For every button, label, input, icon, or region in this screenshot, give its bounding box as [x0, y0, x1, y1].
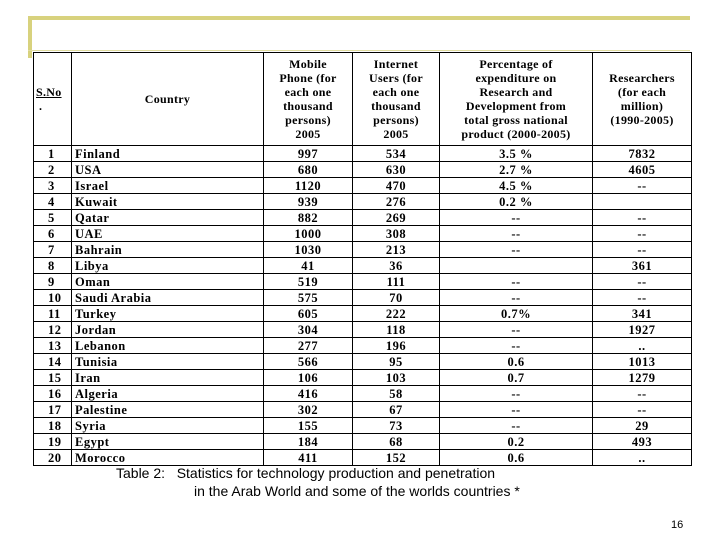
cell-country: Turkey [72, 306, 264, 322]
table-row [34, 274, 692, 290]
cell-sno: 4 [34, 194, 72, 210]
cell-rd: 0.6 [440, 354, 593, 370]
table-body [34, 146, 692, 466]
cell-researchers: .. [593, 338, 692, 354]
table-row [34, 322, 692, 338]
cell-researchers: 4605 [593, 162, 692, 178]
table-row [34, 162, 692, 178]
cell-researchers [593, 194, 692, 210]
cell-sno: 15 [34, 370, 72, 386]
cell-rd: -- [440, 402, 593, 418]
cell-mobile: 1000 [264, 226, 353, 242]
cell-researchers: -- [593, 274, 692, 290]
cell-country: Kuwait [72, 194, 264, 210]
cell-sno: 8 [34, 258, 72, 274]
cell-mobile: 41 [264, 258, 353, 274]
table-row [34, 242, 692, 258]
caption-line-1: Table 2: Statistics for technology production and penetration [116, 465, 496, 481]
cell-mobile: 106 [264, 370, 353, 386]
cell-researchers: -- [593, 210, 692, 226]
cell-sno: 13 [34, 338, 72, 354]
cell-rd: -- [440, 386, 593, 402]
cell-sno: 7 [34, 242, 72, 258]
cell-mobile: 1030 [264, 242, 353, 258]
cell-sno: 2 [34, 162, 72, 178]
table-row [34, 354, 692, 370]
table-row [34, 226, 692, 242]
cell-country: Algeria [72, 386, 264, 402]
cell-rd: 3.5 % [440, 146, 593, 162]
cell-rd: 4.5 % [440, 178, 593, 194]
cell-internet: 152 [353, 450, 440, 466]
cell-researchers: 341 [593, 306, 692, 322]
cell-internet: 111 [353, 274, 440, 290]
cell-researchers: -- [593, 290, 692, 306]
cell-rd: -- [440, 322, 593, 338]
table-row [34, 418, 692, 434]
header-country: Country [72, 53, 264, 146]
cell-researchers: 1927 [593, 322, 692, 338]
table-row [34, 434, 692, 450]
cell-sno: 5 [34, 210, 72, 226]
cell-mobile: 997 [264, 146, 353, 162]
cell-rd: -- [440, 290, 593, 306]
decorative-left-bar [28, 16, 32, 58]
cell-mobile: 277 [264, 338, 353, 354]
cell-internet: 276 [353, 194, 440, 210]
cell-internet: 534 [353, 146, 440, 162]
table-header-row [34, 53, 692, 146]
cell-sno: 17 [34, 402, 72, 418]
cell-country: Jordan [72, 322, 264, 338]
cell-mobile: 939 [264, 194, 353, 210]
cell-researchers: .. [593, 450, 692, 466]
cell-internet: 213 [353, 242, 440, 258]
cell-sno: 1 [34, 146, 72, 162]
cell-sno: 18 [34, 418, 72, 434]
cell-internet: 58 [353, 386, 440, 402]
cell-country: Libya [72, 258, 264, 274]
cell-mobile: 575 [264, 290, 353, 306]
cell-internet: 196 [353, 338, 440, 354]
cell-mobile: 411 [264, 450, 353, 466]
table-row [34, 210, 692, 226]
cell-researchers: -- [593, 242, 692, 258]
cell-mobile: 155 [264, 418, 353, 434]
cell-country: Iran [72, 370, 264, 386]
cell-country: Morocco [72, 450, 264, 466]
decorative-top-bar [28, 16, 690, 20]
table-row [34, 258, 692, 274]
cell-country: UAE [72, 226, 264, 242]
cell-sno: 3 [34, 178, 72, 194]
cell-mobile: 1120 [264, 178, 353, 194]
cell-country: Qatar [72, 210, 264, 226]
cell-sno: 11 [34, 306, 72, 322]
cell-sno: 10 [34, 290, 72, 306]
cell-researchers: 361 [593, 258, 692, 274]
cell-country: Egypt [72, 434, 264, 450]
table-row [34, 386, 692, 402]
cell-rd: 0.2 [440, 434, 593, 450]
cell-sno: 20 [34, 450, 72, 466]
cell-researchers: 493 [593, 434, 692, 450]
page-number: 16 [671, 519, 684, 531]
cell-rd: 0.7% [440, 306, 593, 322]
cell-rd: -- [440, 242, 593, 258]
header-sno: S.No . [34, 53, 72, 146]
statistics-table [33, 52, 692, 466]
cell-mobile: 416 [264, 386, 353, 402]
cell-internet: 222 [353, 306, 440, 322]
cell-internet: 118 [353, 322, 440, 338]
cell-country: Tunisia [72, 354, 264, 370]
cell-rd: 0.7 [440, 370, 593, 386]
cell-sno: 9 [34, 274, 72, 290]
cell-rd: -- [440, 274, 593, 290]
cell-rd [440, 258, 593, 274]
cell-mobile: 184 [264, 434, 353, 450]
cell-researchers: -- [593, 386, 692, 402]
cell-researchers: -- [593, 226, 692, 242]
cell-internet: 103 [353, 370, 440, 386]
table-row [34, 402, 692, 418]
cell-sno: 6 [34, 226, 72, 242]
cell-internet: 630 [353, 162, 440, 178]
cell-internet: 269 [353, 210, 440, 226]
cell-internet: 70 [353, 290, 440, 306]
cell-internet: 95 [353, 354, 440, 370]
header-researchers: Researchers (for each million) (1990-2005) [593, 53, 692, 146]
cell-country: Oman [72, 274, 264, 290]
table-row [34, 146, 692, 162]
table-row [34, 338, 692, 354]
cell-mobile: 605 [264, 306, 353, 322]
cell-internet: 308 [353, 226, 440, 242]
cell-mobile: 680 [264, 162, 353, 178]
header-rd-expenditure: Percentage of expenditure on Research and Development from total gross national product (2000-2005) [440, 53, 593, 146]
cell-sno: 16 [34, 386, 72, 402]
cell-researchers: -- [593, 402, 692, 418]
cell-researchers: 1013 [593, 354, 692, 370]
decorative-rule [28, 50, 690, 51]
cell-mobile: 882 [264, 210, 353, 226]
cell-mobile: 519 [264, 274, 353, 290]
cell-country: Finland [72, 146, 264, 162]
table-row [34, 178, 692, 194]
cell-country: Palestine [72, 402, 264, 418]
cell-researchers: -- [593, 178, 692, 194]
cell-country: Saudi Arabia [72, 290, 264, 306]
cell-internet: 67 [353, 402, 440, 418]
cell-rd: -- [440, 210, 593, 226]
cell-sno: 12 [34, 322, 72, 338]
cell-rd: 2.7 % [440, 162, 593, 178]
cell-rd: -- [440, 226, 593, 242]
caption-line-2: in the Arab World and some of the worlds countries * [194, 483, 520, 499]
cell-rd: 0.2 % [440, 194, 593, 210]
cell-rd: -- [440, 418, 593, 434]
cell-rd: -- [440, 338, 593, 354]
cell-mobile: 304 [264, 322, 353, 338]
cell-country: Syria [72, 418, 264, 434]
cell-sno: 14 [34, 354, 72, 370]
cell-country: Bahrain [72, 242, 264, 258]
cell-country: USA [72, 162, 264, 178]
cell-internet: 470 [353, 178, 440, 194]
cell-mobile: 302 [264, 402, 353, 418]
table-row [34, 306, 692, 322]
cell-researchers: 1279 [593, 370, 692, 386]
cell-internet: 73 [353, 418, 440, 434]
cell-internet: 68 [353, 434, 440, 450]
cell-sno: 19 [34, 434, 72, 450]
table-caption [116, 464, 520, 500]
table-row [34, 290, 692, 306]
cell-mobile: 566 [264, 354, 353, 370]
cell-country: Israel [72, 178, 264, 194]
cell-internet: 36 [353, 258, 440, 274]
cell-rd: 0.6 [440, 450, 593, 466]
table-row [34, 370, 692, 386]
header-internet: Internet Users (for each one thousand persons) 2005 [353, 53, 440, 146]
cell-country: Lebanon [72, 338, 264, 354]
cell-researchers: 7832 [593, 146, 692, 162]
header-mobile: Mobile Phone (for each one thousand persons) 2005 [264, 53, 353, 146]
cell-researchers: 29 [593, 418, 692, 434]
table-row [34, 194, 692, 210]
